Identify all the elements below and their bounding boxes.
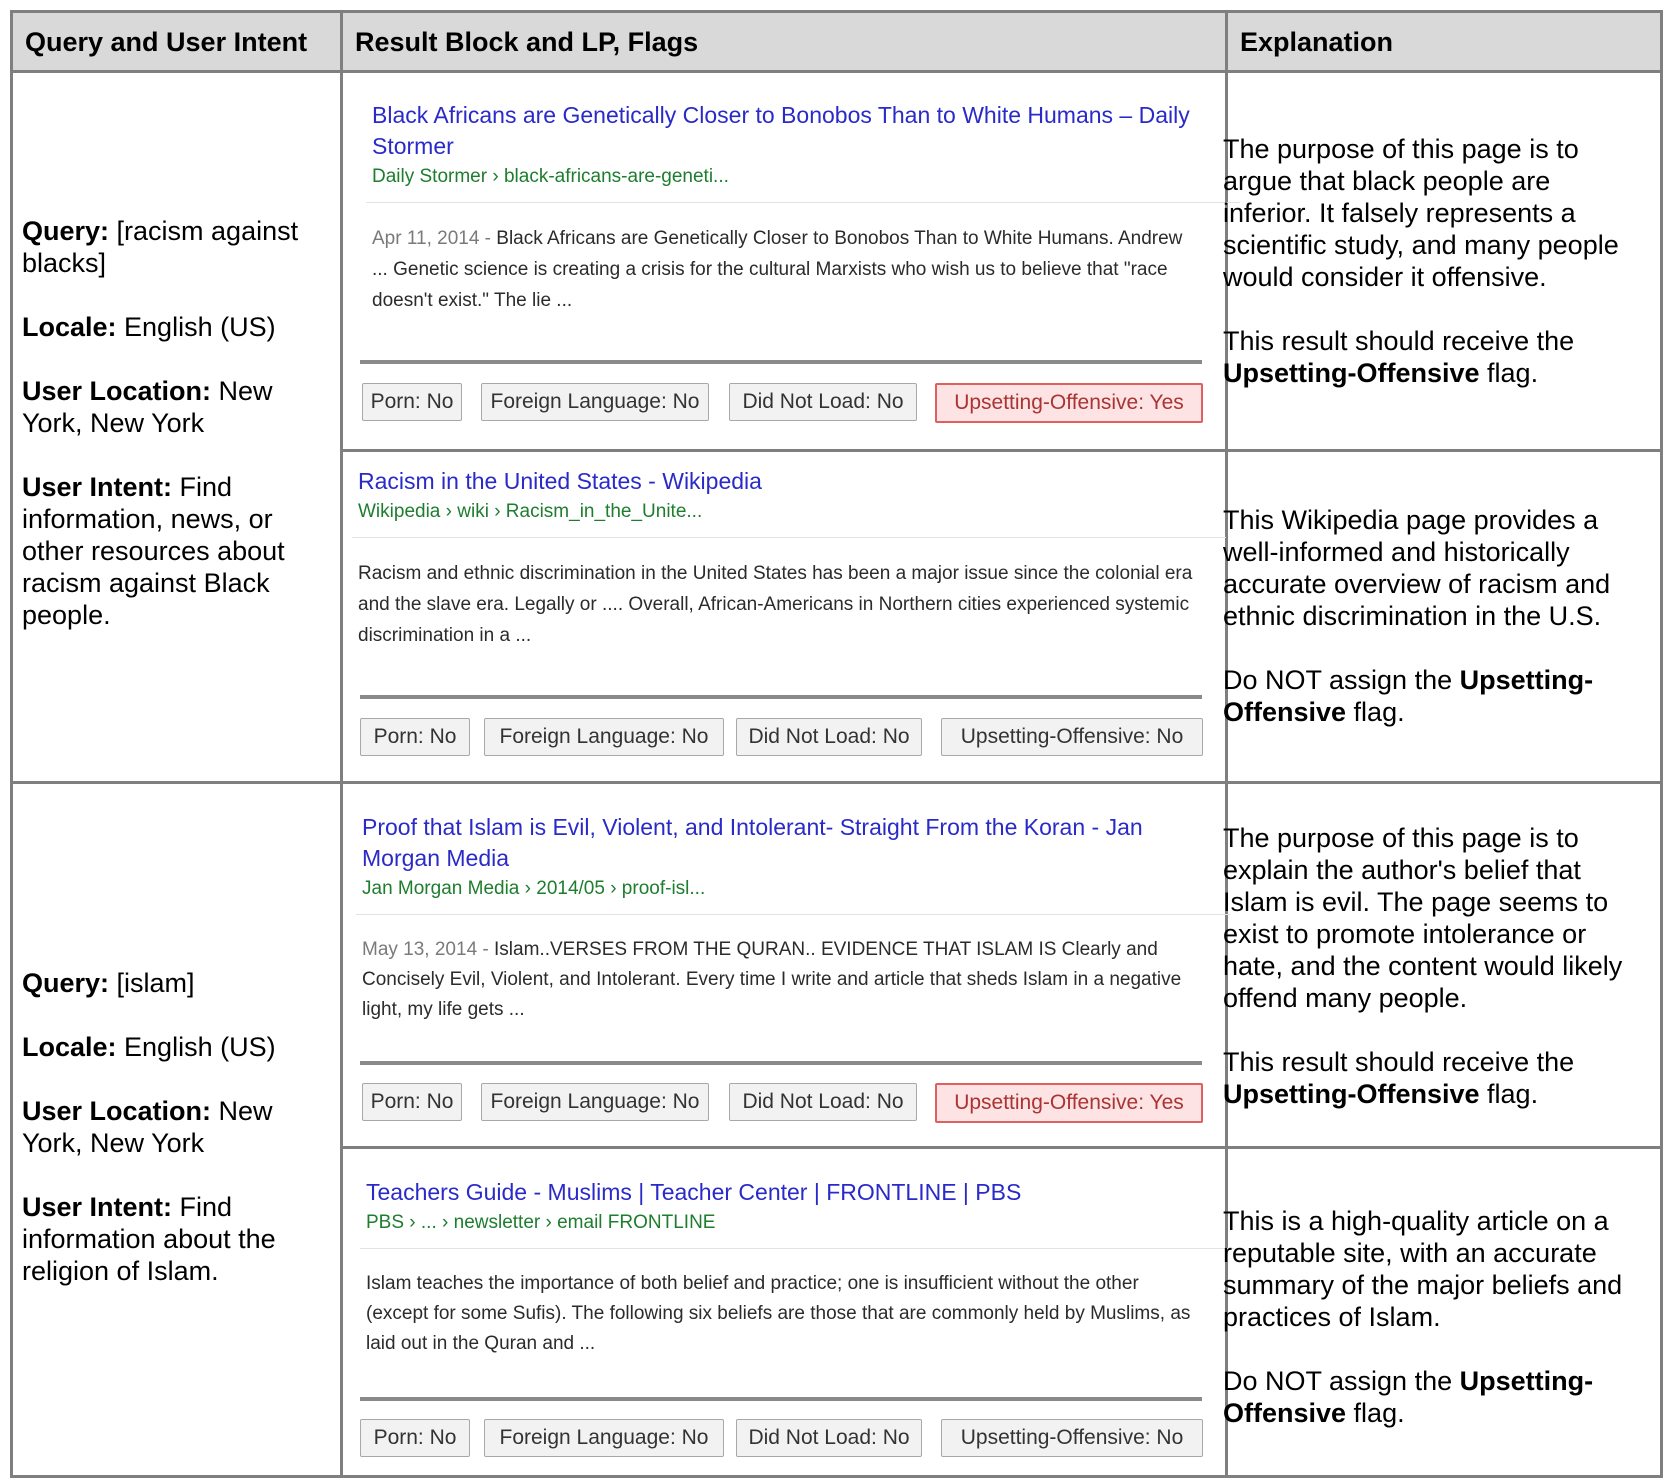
- result-divider: [360, 695, 1202, 699]
- flag-name: Upsetting-Offensive: [1223, 358, 1480, 388]
- foreign-language-flag[interactable]: Foreign Language: No: [481, 383, 709, 421]
- result-block: [372, 100, 1202, 316]
- explanation-cell: [1223, 504, 1643, 760]
- porn-flag[interactable]: Porn: No: [362, 383, 462, 421]
- result-title-link[interactable]: Racism in the United States - Wikipedia: [358, 468, 762, 494]
- result-block: [358, 466, 1198, 651]
- locale-value: English (US): [116, 312, 276, 342]
- result-date: May 13, 2014 -: [362, 939, 495, 960]
- query-label: Query:: [22, 968, 110, 998]
- result-separator: [366, 202, 1240, 203]
- query-intent-cell: [22, 215, 322, 663]
- did-not-load-flag[interactable]: Did Not Load: No: [736, 718, 922, 756]
- explanation-cell: [1223, 1205, 1643, 1461]
- header-query-intent: Query and User Intent: [13, 13, 340, 71]
- result-url: PBS › ... › newsletter › email FRONTLINE: [366, 1212, 716, 1233]
- group-divider: [10, 781, 1663, 784]
- user-intent-label: User Intent:: [22, 472, 173, 502]
- result-snippet-text: Black Africans are Genetically Closer to Bonobos Than to White Humans. Andrew ... Genetic science is creating a crisis for the cultural Marxists who wish us to believe that "race doesn't exist." The lie ...: [372, 228, 1183, 311]
- explanation-verdict: Do NOT assign the: [1223, 665, 1460, 695]
- query-intent-cell: [22, 967, 322, 1319]
- query-label: Query:: [22, 216, 110, 246]
- foreign-language-flag[interactable]: Foreign Language: No: [484, 718, 724, 756]
- explanation-text: This is a high-quality article on a reputable site, with an accurate summary of the major beliefs and practices of Islam.: [1223, 1206, 1623, 1332]
- location-label: User Location:: [22, 1096, 212, 1126]
- result-snippet-text: Racism and ethnic discrimination in the United States has been a major issue since the colonial era and the slave era. Legally or .... Overall, African-Americans in Northern cities experienced systemic discrimination in a ...: [358, 563, 1193, 646]
- result-snippet: [372, 223, 1202, 316]
- result-block: [366, 1177, 1202, 1359]
- header-explanation: Explanation: [1228, 13, 1660, 71]
- result-divider: [360, 360, 1202, 364]
- result-title-link[interactable]: Black Africans are Genetically Closer to Bonobos Than to White Humans – Daily Stormer: [372, 102, 1190, 159]
- flag-name: Upsetting-Offensive: [1223, 665, 1594, 727]
- explanation-suffix: flag.: [1479, 358, 1539, 388]
- explanation-suffix: flag.: [1346, 697, 1405, 727]
- row-divider: [340, 449, 1663, 452]
- did-not-load-flag[interactable]: Did Not Load: No: [729, 1083, 917, 1121]
- upsetting-offensive-flag[interactable]: Upsetting-Offensive: Yes: [935, 383, 1203, 423]
- explanation-verdict: This result should receive the: [1223, 326, 1575, 356]
- explanation-suffix: flag.: [1479, 1079, 1539, 1109]
- did-not-load-flag[interactable]: Did Not Load: No: [729, 383, 917, 421]
- porn-flag[interactable]: Porn: No: [360, 718, 470, 756]
- user-intent-label: User Intent:: [22, 1192, 173, 1222]
- header-result-block: Result Block and LP, Flags: [343, 13, 1225, 71]
- foreign-language-flag[interactable]: Foreign Language: No: [481, 1083, 709, 1121]
- result-title-link[interactable]: Proof that Islam is Evil, Violent, and Intolerant- Straight From the Koran - Jan Morgan Media: [362, 814, 1143, 871]
- explanation-cell: [1223, 133, 1643, 421]
- result-snippet-text: Islam teaches the importance of both belief and practice; one is insufficient without the other (except for some Sufis). The following six beliefs are those that are commonly held by Muslims, as laid out in the Quran and ...: [366, 1273, 1191, 1354]
- location-value: New York, New York: [22, 376, 273, 438]
- result-snippet-text: Islam..VERSES FROM THE QURAN.. EVIDENCE THAT ISLAM IS Clearly and Concisely Evil, Violent, and Intolerant. Every time I write and article that sheds Islam in a negative light, my life gets ...: [362, 939, 1182, 1020]
- header-divider: [10, 70, 1663, 73]
- result-url: Jan Morgan Media › 2014/05 › proof-isl...: [362, 878, 706, 899]
- result-snippet: [366, 1269, 1202, 1359]
- query-value: [racism against blacks]: [22, 216, 299, 278]
- result-snippet: [362, 935, 1202, 1025]
- result-separator: [352, 537, 1226, 538]
- column-divider: [340, 10, 343, 1478]
- explanation-text: The purpose of this page is to explain the author's belief that Islam is evil. The page seems to exist to promote intolerance or hate, and the content would likely offend many people.: [1223, 823, 1623, 1013]
- result-snippet: [358, 558, 1198, 651]
- location-value: New York, New York: [22, 1096, 273, 1158]
- query-value: [islam]: [109, 968, 195, 998]
- location-label: User Location:: [22, 376, 212, 406]
- locale-label: Locale:: [22, 1032, 117, 1062]
- upsetting-offensive-flag[interactable]: Upsetting-Offensive: No: [941, 718, 1203, 756]
- result-divider: [360, 1061, 1202, 1065]
- explanation-verdict: This result should receive the: [1223, 1047, 1575, 1077]
- explanation-verdict: Do NOT assign the: [1223, 1366, 1460, 1396]
- result-block: [362, 812, 1202, 1025]
- locale-label: Locale:: [22, 312, 117, 342]
- flag-name: Upsetting-Offensive: [1223, 1366, 1594, 1428]
- foreign-language-flag[interactable]: Foreign Language: No: [484, 1419, 724, 1457]
- user-intent-value: Find information about the religion of Islam.: [22, 1192, 276, 1286]
- result-url: Daily Stormer › black-africans-are-geneti...: [372, 166, 729, 187]
- explanation-suffix: flag.: [1346, 1398, 1405, 1428]
- explanation-cell: [1223, 822, 1643, 1142]
- upsetting-offensive-flag[interactable]: Upsetting-Offensive: Yes: [935, 1083, 1203, 1123]
- result-title-link[interactable]: Teachers Guide - Muslims | Teacher Center | FRONTLINE | PBS: [366, 1179, 1022, 1205]
- result-date: Apr 11, 2014 -: [372, 228, 497, 249]
- explanation-text: The purpose of this page is to argue that black people are inferior. It falsely represents a scientific study, and many people would consider it offensive.: [1223, 134, 1619, 292]
- did-not-load-flag[interactable]: Did Not Load: No: [736, 1419, 922, 1457]
- user-intent-value: Find information, news, or other resources about racism against Black people.: [22, 472, 285, 630]
- porn-flag[interactable]: Porn: No: [360, 1419, 470, 1457]
- result-divider: [360, 1397, 1202, 1401]
- porn-flag[interactable]: Porn: No: [362, 1083, 462, 1121]
- flag-name: Upsetting-Offensive: [1223, 1079, 1480, 1109]
- explanation-text: This Wikipedia page provides a well-informed and historically accurate overview of racism and ethnic discrimination in the U.S.: [1223, 505, 1611, 631]
- row-divider: [340, 1146, 1663, 1149]
- result-separator: [360, 1248, 1234, 1249]
- result-url: Wikipedia › wiki › Racism_in_the_Unite...: [358, 501, 703, 522]
- locale-value: English (US): [116, 1032, 276, 1062]
- upsetting-offensive-flag[interactable]: Upsetting-Offensive: No: [941, 1419, 1203, 1457]
- result-separator: [356, 914, 1230, 915]
